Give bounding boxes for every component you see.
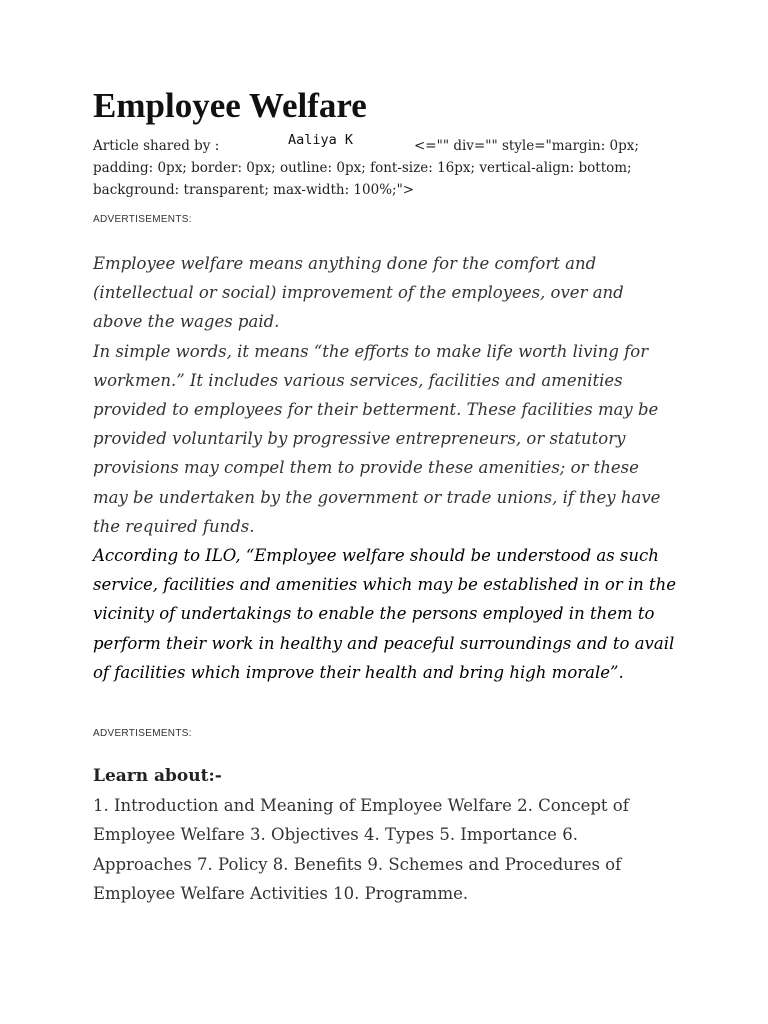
advertisements-label: ADVERTISEMENTS: bbox=[93, 728, 192, 739]
article-body bbox=[93, 249, 678, 687]
paragraph-ilo-quote: According to ILO, “Employee welfare should be understood as such service, facilities and amenities which may be established in or in the vicinity of undertakings to enable the persons employed in them to perform their work in healthy and peaceful surroundings and to avail of facilities which improve their health and bring high morale”. bbox=[93, 546, 677, 682]
learn-about-list: 1. Introduction and Meaning of Employee Welfare 2. Concept of Employee Welfare 3. Objectives 4. Types 5. Importance 6. Approaches 7. Policy 8. Benefits 9. Schemes and Procedures of Employee Welfare Activities 10. Programme. bbox=[93, 796, 629, 903]
learn-about-heading: Learn about:- bbox=[93, 766, 222, 786]
advertisements-label: ADVERTISEMENTS: bbox=[93, 214, 192, 225]
byline-label: Article shared by : bbox=[93, 138, 220, 154]
paragraph-simple-words: In simple words, it means “the efforts to make life worth living for workmen.” It includes various services, facilities and amenities provided to employees for their betterment. These facilities may be provided voluntarily by progressive entrepreneurs, or statutory provisions may compel them to provide these amenities; or these may be undertaken by the government or trade unions, if they have the required funds. bbox=[93, 341, 661, 536]
byline-code-continuation: padding: 0px; border: 0px; outline: 0px; font-size: 16px; vertical-align: bottom; background: transparent; max-width: 100%;"> bbox=[93, 160, 632, 198]
article-title: Employee Welfare bbox=[93, 86, 367, 125]
byline-first-line bbox=[93, 132, 673, 157]
paragraph-definition: Employee welfare means anything done for the comfort and (intellectual or social) improvement of the employees, over and above the wages paid. bbox=[93, 254, 624, 332]
author-name: Aaliya K bbox=[288, 132, 354, 148]
learn-about-section bbox=[93, 762, 678, 908]
byline bbox=[93, 132, 673, 201]
byline-code-fragment: <="" div="" style="margin: 0px; bbox=[414, 138, 639, 154]
